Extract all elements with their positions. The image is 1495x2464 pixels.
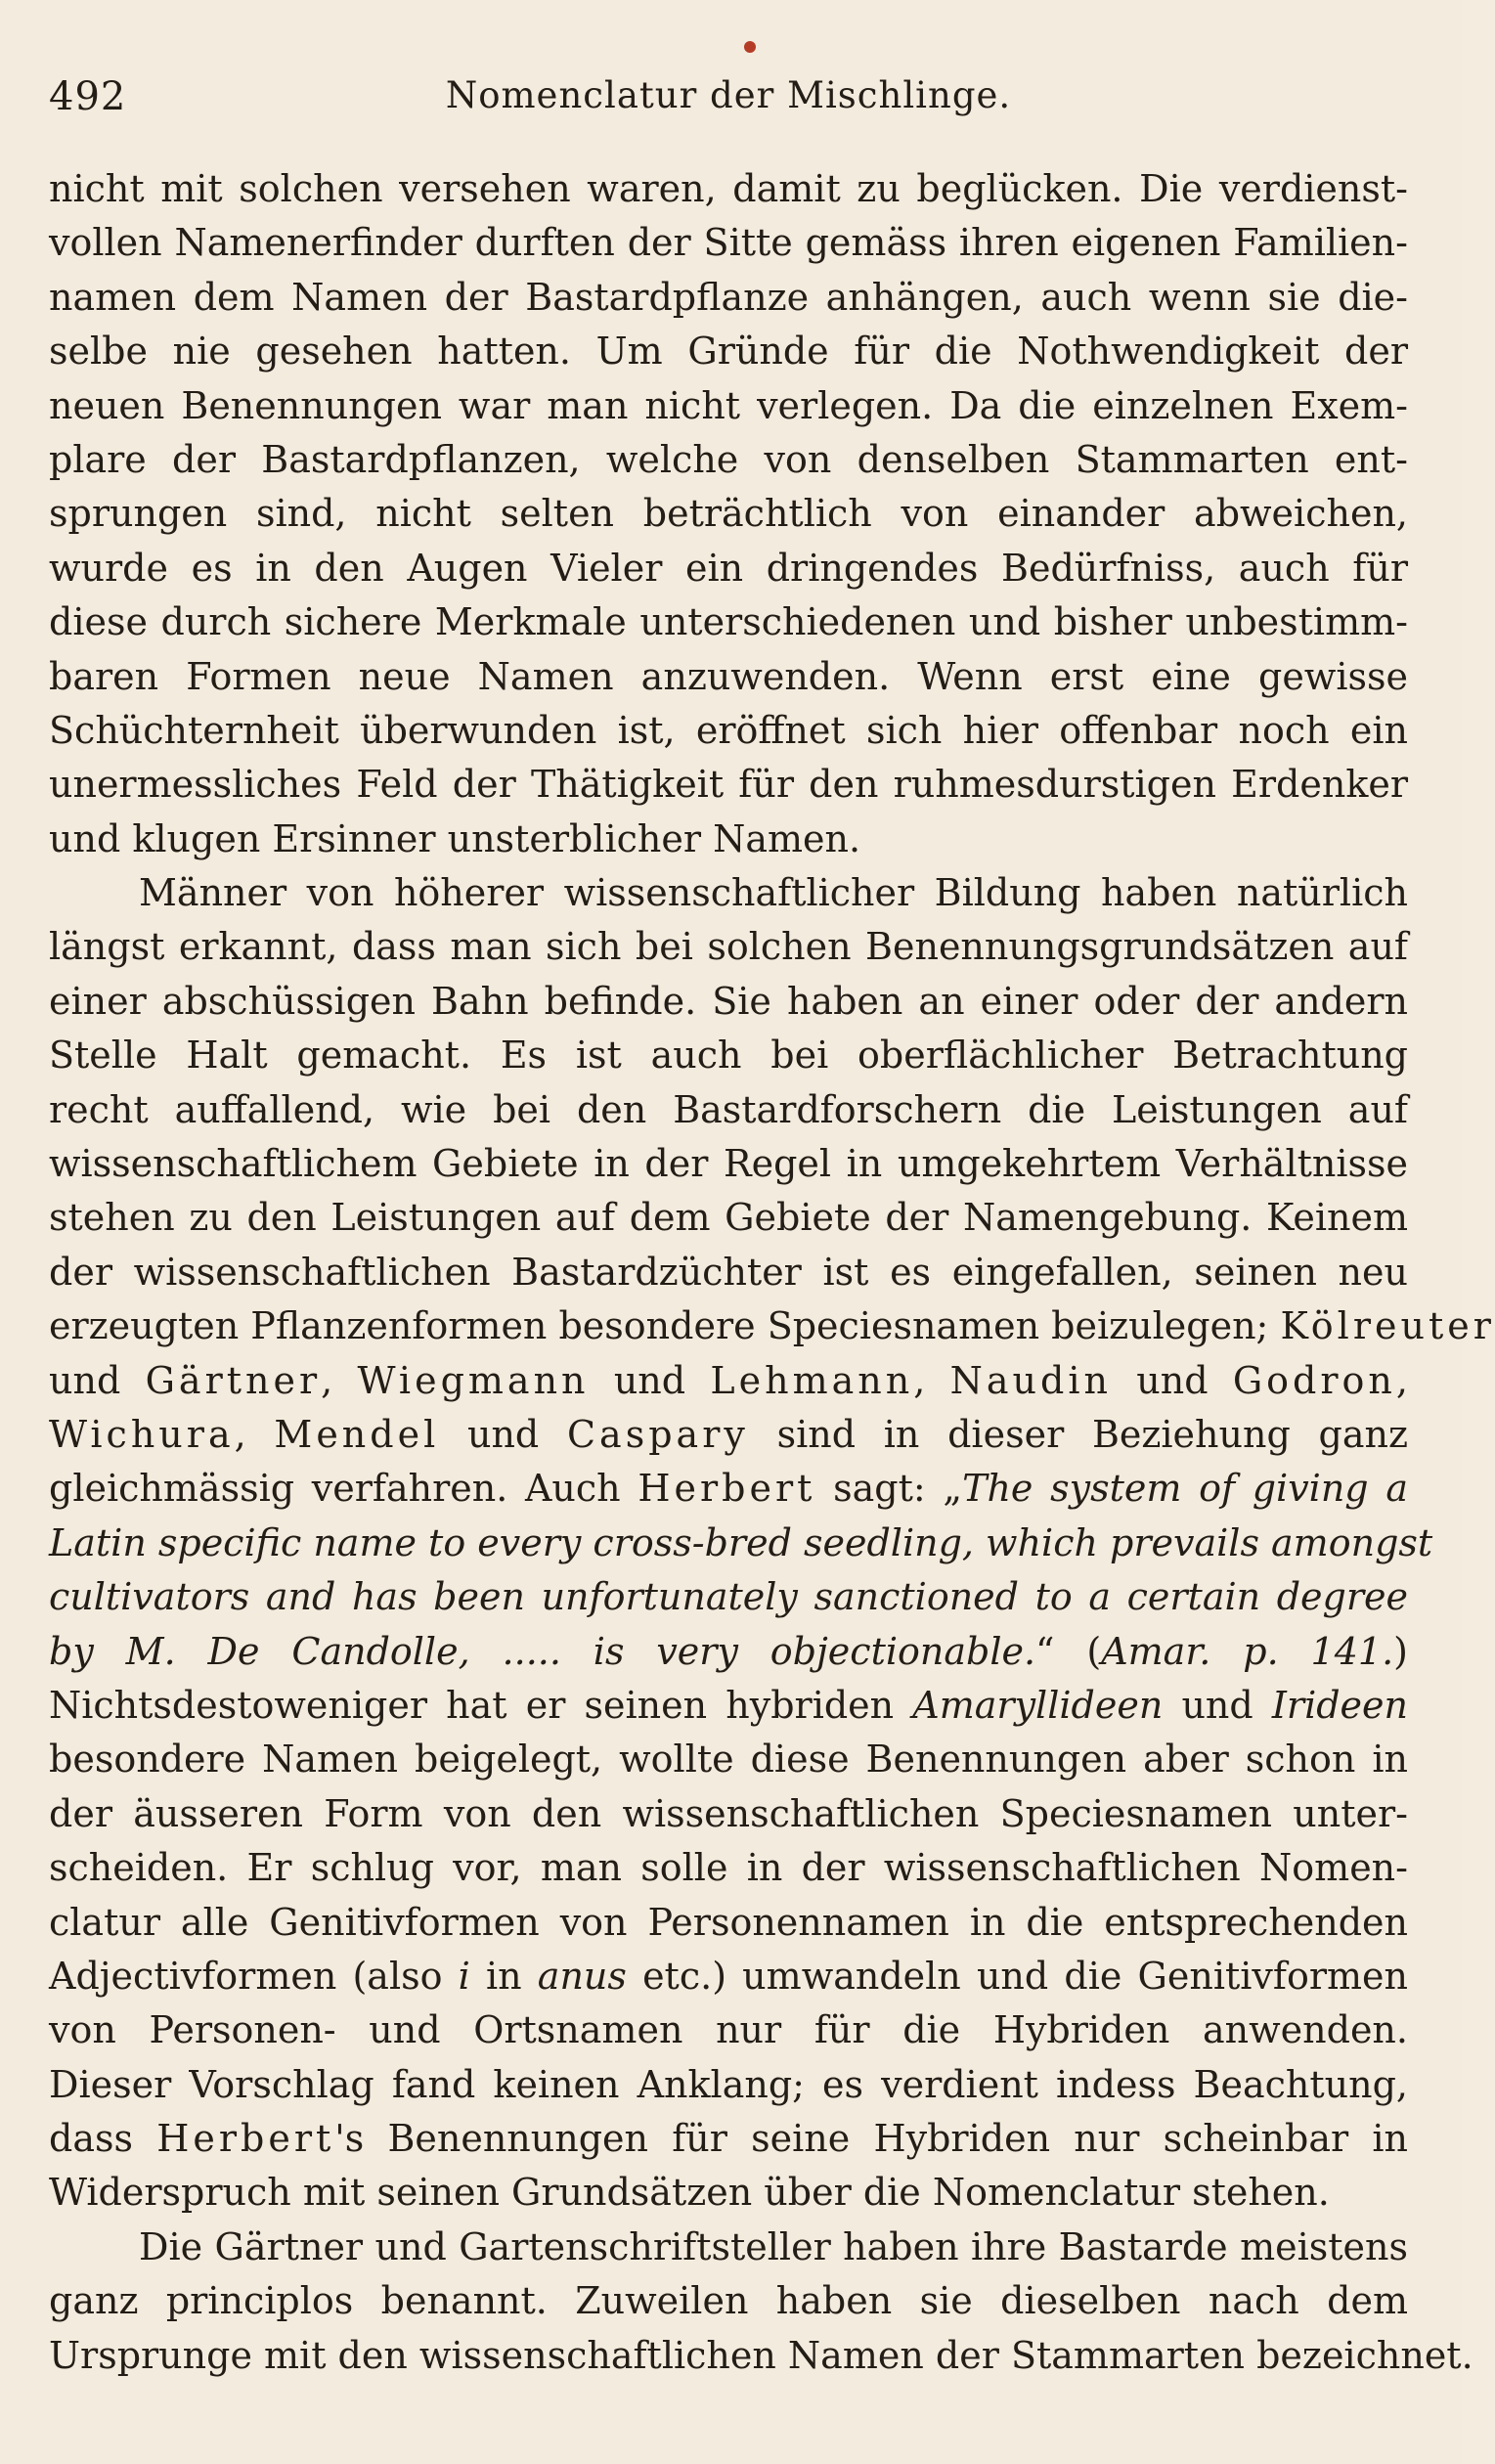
text-line <box>49 325 1408 378</box>
text-segment: Lehmann <box>710 1358 914 1402</box>
text-segment: dass <box>49 2117 157 2161</box>
text-segment: Amar. p. 141. <box>1101 1629 1394 1673</box>
text-segment: Widerspruch mit seinen Grundsätzen über die Nomenclatur stehen. <box>49 2171 1330 2215</box>
text-segment: und <box>439 1412 567 1456</box>
text-line <box>49 650 1408 704</box>
text-segment: scheiden. Er schlug vor, man solle in der wissenschaftlichen Nomen- <box>49 1846 1408 1890</box>
text-segment: Herbert <box>638 1467 816 1511</box>
text-segment: Nichtsdestoweniger hat er seinen hybriden <box>49 1683 913 1727</box>
text-line <box>49 216 1408 270</box>
text-segment: Wiegmann <box>357 1358 590 1402</box>
text-segment: wurde es in den Augen Vieler ein dringendes Bedürfniss, auch für <box>49 546 1408 590</box>
text-segment: Godron <box>1232 1358 1396 1402</box>
text-segment: nicht mit solchen versehen waren, damit zu beglücken. Die verdienst- <box>49 167 1408 210</box>
text-segment: und <box>49 1358 146 1402</box>
text-segment: von Personen- und Ortsnamen nur für die Hybriden anwenden. <box>49 2008 1408 2052</box>
text-segment: Caspary <box>566 1412 749 1456</box>
page-number: 492 <box>49 74 127 119</box>
text-segment: Kölreuter <box>1280 1304 1495 1348</box>
text-line <box>49 162 1408 216</box>
text-segment: , <box>913 1358 950 1402</box>
text-line <box>49 1570 1408 1624</box>
text-line <box>49 1841 1408 1895</box>
text-line <box>49 379 1408 433</box>
text-segment: Adjectivformen (also <box>49 1954 459 1998</box>
text-segment: recht auffallend, wie bei den Bastardforschern die Leistungen auf <box>49 1087 1408 1131</box>
text-segment: Die Gärtner und Gartenschriftsteller haben ihre Bastarde meistens <box>139 2224 1408 2268</box>
text-line <box>49 1679 1408 1733</box>
text-segment: und klugen Ersinner unsterblicher Namen. <box>49 816 861 860</box>
text-line <box>49 2274 1408 2328</box>
text-segment: sprungen sind, nicht selten beträchtlich von einander abweichen, <box>49 492 1408 536</box>
text-segment: besondere Namen beigelegt, wollte diese Benennungen aber schon in <box>49 1738 1408 1782</box>
text-line <box>49 920 1408 974</box>
text-segment: der wissenschaftlichen Bastardzüchter ist es eingefallen, seinen neu <box>49 1250 1408 1294</box>
text-line <box>49 1517 1433 1570</box>
text-line <box>49 542 1408 595</box>
text-segment: 's Benennungen für seine Hybriden nur scheinbar in <box>334 2117 1408 2161</box>
text-segment: , <box>1395 1358 1408 1402</box>
text-segment: diese durch sichere Merkmale unterschiedenen und bisher unbestimm- <box>49 600 1408 644</box>
text-segment: Herbert <box>156 2117 335 2161</box>
text-line <box>49 2112 1408 2166</box>
text-line <box>49 487 1408 541</box>
text-line <box>49 1299 1495 1353</box>
text-segment: in <box>469 1954 538 1998</box>
text-segment: Mendel <box>274 1412 440 1456</box>
text-segment: und <box>1163 1683 1272 1727</box>
text-line <box>49 1354 1408 1408</box>
text-segment: Schüchternheit überwunden ist, eröffnet sich hier offenbar noch ein <box>49 708 1408 752</box>
text-segment: längst erkannt, dass man sich bei solchen Benennungsgrundsätzen auf <box>49 925 1408 969</box>
text-segment: ganz principlos benannt. Zuweilen haben sie dieselben nach dem <box>49 2279 1408 2323</box>
text-segment: sagt: „ <box>815 1467 963 1511</box>
running-title: Nomenclatur der Mischlinge. <box>445 74 1012 116</box>
text-segment: i <box>458 1954 470 1998</box>
text-segment: der äusseren Form von den wissenschaftlichen Speciesnamen unter- <box>49 1791 1408 1835</box>
text-line <box>49 704 1408 758</box>
text-line <box>49 2166 1408 2220</box>
text-segment: “ ( <box>1035 1629 1102 1673</box>
text-segment: Amaryllideen <box>912 1683 1164 1727</box>
text-segment: etc.) umwandeln und die Genitivformen <box>626 1954 1408 1998</box>
text-line <box>49 1137 1408 1191</box>
text-line <box>49 758 1408 812</box>
text-line <box>49 1733 1408 1786</box>
text-segment: wissenschaftlichem Gebiete in der Regel in umgekehrtem Verhältnisse <box>49 1142 1408 1186</box>
text-line <box>49 595 1408 649</box>
text-line <box>49 271 1408 325</box>
text-line <box>49 1191 1408 1245</box>
text-line <box>49 1787 1408 1841</box>
text-line <box>49 1625 1408 1679</box>
text-segment: vollen Namenerfinder durften der Sitte gemäss ihren eigenen Familien- <box>49 221 1408 265</box>
text-line <box>49 1950 1408 2003</box>
text-segment: by M. De Candolle, ..... is very objectionable. <box>49 1629 1036 1673</box>
running-head <box>49 68 1408 127</box>
text-segment: gleichmässig verfahren. Auch <box>49 1467 638 1511</box>
text-segment: baren Formen neue Namen anzuwenden. Wenn erst eine gewisse <box>49 654 1408 698</box>
text-line <box>49 975 1408 1029</box>
text-line <box>49 433 1408 487</box>
text-line <box>49 1083 1408 1137</box>
text-segment: , <box>234 1412 275 1456</box>
text-segment: ) <box>1393 1629 1408 1673</box>
text-line <box>49 1896 1408 1950</box>
text-segment: einer abschüssigen Bahn befinde. Sie haben an einer oder der andern <box>49 979 1408 1023</box>
body-text <box>49 162 1495 2383</box>
text-segment: Latin specific name to every cross-bred seedling, which prevails amongst <box>49 1520 1433 1564</box>
text-line <box>49 2058 1408 2112</box>
text-line <box>49 2329 1473 2383</box>
text-segment: , <box>321 1358 358 1402</box>
text-segment: Naudin <box>949 1358 1112 1402</box>
text-segment: Wichura <box>49 1412 235 1456</box>
text-line <box>49 2221 1408 2274</box>
text-segment: erzeugten Pflanzenformen besondere Speciesnamen beizulegen; <box>49 1304 1281 1348</box>
text-line <box>49 866 1408 920</box>
text-segment: cultivators and has been unfortunately sanctioned to a certain degree <box>49 1575 1408 1619</box>
ink-mark <box>744 41 756 53</box>
text-segment: Männer von höherer wissenschaftlicher Bildung haben natürlich <box>139 871 1408 915</box>
text-line <box>49 2003 1408 2057</box>
text-segment: unermessliches Feld der Thätigkeit für den ruhmesdurstigen Erdenker <box>49 763 1408 807</box>
text-segment: Dieser Vorschlag fand keinen Anklang; es verdient indess Beachtung, <box>49 2062 1408 2106</box>
text-segment: Irideen <box>1271 1683 1408 1727</box>
text-line <box>49 1408 1408 1462</box>
text-segment: und <box>1111 1358 1233 1402</box>
text-line <box>49 1462 1408 1516</box>
text-segment: neuen Benennungen war man nicht verlegen. Da die einzelnen Exem- <box>49 383 1408 427</box>
text-segment: anus <box>537 1954 627 1998</box>
text-segment: namen dem Namen der Bastardpflanze anhängen, auch wenn sie die- <box>49 275 1408 319</box>
text-segment: clatur alle Genitivformen von Personennamen in die entsprechenden <box>49 1900 1408 1944</box>
text-segment: Ursprunge mit den wissenschaftlichen Namen der Stammarten bezeichnet. <box>49 2333 1473 2377</box>
text-segment: plare der Bastardpflanzen, welche von denselben Stammarten ent- <box>49 437 1408 481</box>
text-segment: sind in dieser Beziehung ganz <box>748 1412 1408 1456</box>
text-segment: The system of giving a <box>962 1467 1408 1511</box>
text-line <box>49 813 1408 866</box>
text-line <box>49 1246 1408 1299</box>
text-segment: Gärtner <box>145 1358 322 1402</box>
text-line <box>49 1029 1408 1082</box>
text-segment: selbe nie gesehen hatten. Um Gründe für die Nothwendigkeit der <box>49 330 1408 374</box>
text-segment: und <box>589 1358 711 1402</box>
text-segment: Stelle Halt gemacht. Es ist auch bei oberflächlicher Betrachtung <box>49 1034 1408 1078</box>
text-segment: stehen zu den Leistungen auf dem Gebiete der Namengebung. Keinem <box>49 1196 1408 1240</box>
